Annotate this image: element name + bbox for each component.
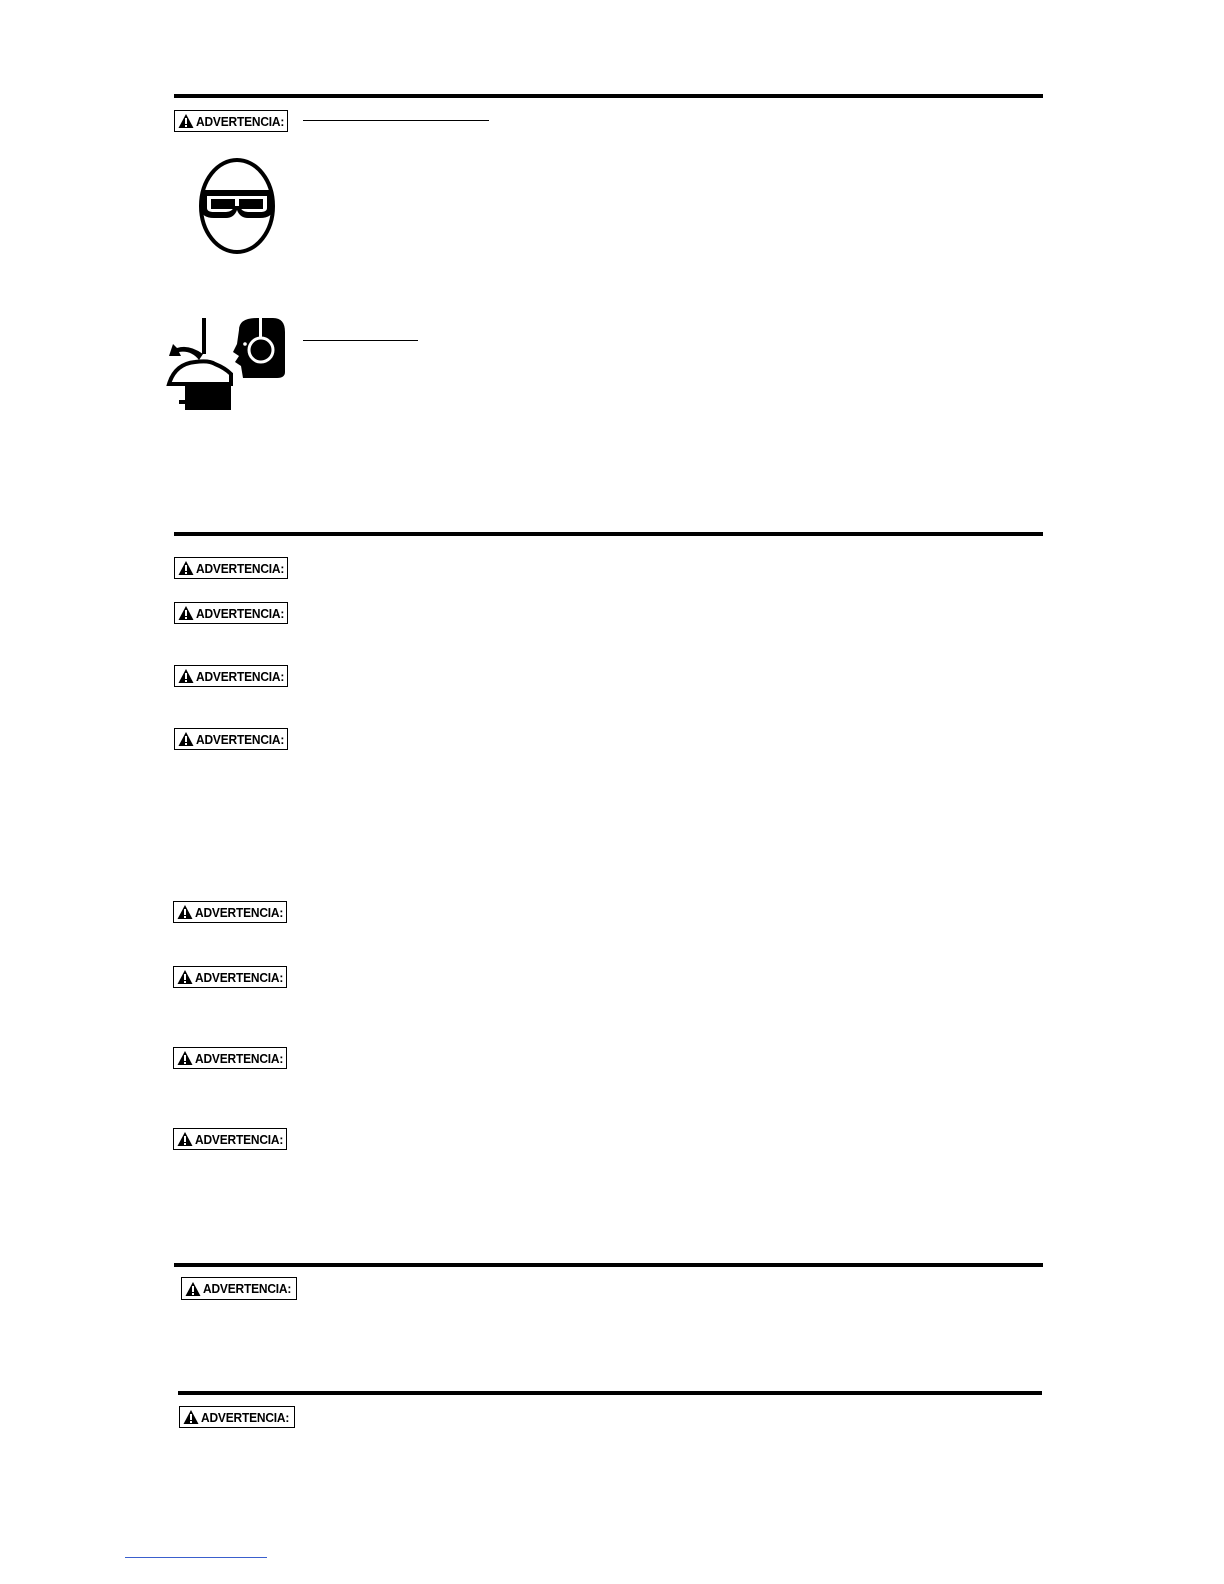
warning-triangle-icon — [183, 1409, 199, 1425]
section-divider-2 — [174, 532, 1043, 536]
redacted-heading-line-2 — [303, 340, 418, 341]
warning-badge-label: ADVERTENCIA: — [203, 1281, 292, 1296]
warning-badge-label: ADVERTENCIA: — [196, 113, 285, 129]
warning-triangle-icon — [177, 1050, 193, 1066]
warning-badge-5 — [174, 728, 288, 750]
warning-badge-2 — [174, 557, 288, 579]
warning-badge-11 — [179, 1406, 295, 1428]
warning-triangle-icon — [178, 731, 194, 747]
warning-triangle-icon — [177, 904, 193, 920]
section-divider-3 — [174, 1263, 1043, 1267]
warning-badge-label: ADVERTENCIA: — [195, 969, 284, 985]
warning-badge-1 — [174, 110, 288, 132]
warning-badge-label: ADVERTENCIA: — [196, 605, 285, 621]
warning-triangle-icon — [178, 668, 194, 684]
warning-badge-6 — [173, 901, 287, 923]
section-divider-4 — [178, 1391, 1042, 1395]
warning-badge-label: ADVERTENCIA: — [196, 560, 285, 576]
warning-badge-label: ADVERTENCIA: — [195, 1050, 284, 1066]
redacted-heading-line-1 — [303, 120, 489, 121]
dust-mask-and-hearing-protection-icon — [165, 314, 287, 410]
warning-badge-label: ADVERTENCIA: — [201, 1409, 290, 1425]
footer-link-underline[interactable] — [125, 1557, 267, 1558]
warning-triangle-icon — [177, 969, 193, 985]
warning-triangle-icon — [178, 605, 194, 621]
warning-badge-label: ADVERTENCIA: — [196, 668, 285, 684]
warning-badge-7 — [173, 966, 287, 988]
warning-triangle-icon — [185, 1281, 201, 1297]
warning-badge-10 — [181, 1277, 297, 1300]
warning-badge-label: ADVERTENCIA: — [196, 731, 285, 747]
warning-triangle-icon — [177, 1131, 193, 1147]
warning-badge-label: ADVERTENCIA: — [195, 1131, 284, 1147]
warning-badge-3 — [174, 602, 288, 624]
safety-goggles-face-icon — [196, 156, 278, 256]
warning-triangle-icon — [178, 113, 194, 129]
warning-triangle-icon — [178, 560, 194, 576]
warning-badge-4 — [174, 665, 288, 687]
section-divider-1 — [174, 94, 1043, 98]
warning-badge-9 — [173, 1128, 287, 1150]
warning-badge-label: ADVERTENCIA: — [195, 904, 284, 920]
warning-badge-8 — [173, 1047, 287, 1069]
